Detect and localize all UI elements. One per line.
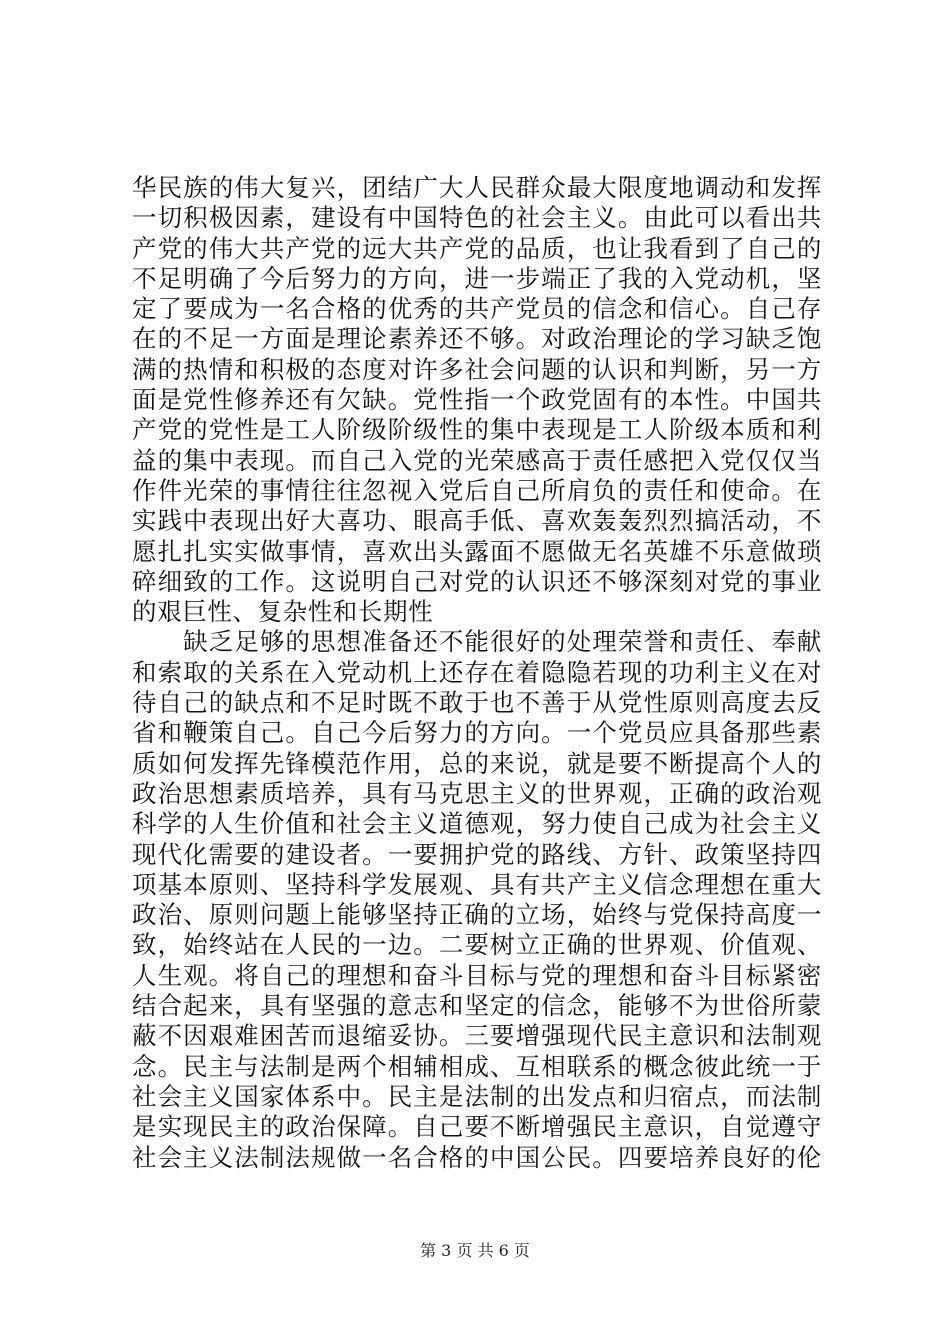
text-line: 益的集中表现。而自己入党的光荣感高于责任感把入党仅仅当 [132,445,822,475]
text-line: 政治、原则问题上能够坚持正确的立场，始终与党保持高度一 [132,900,822,930]
text-line: 待自己的缺点和不足时既不敢于也不善于从党性原则高度去反 [132,688,822,718]
text-line: 实践中表现出好大喜功、眼高手低、喜欢轰轰烈烈搞活动，不 [132,506,822,536]
text-line: 产党的伟大共产党的远大共产党的品质，也让我看到了自己的 [132,233,822,263]
text-line: 政治思想素质培养，具有马克思主义的世界观，正确的政治观 [132,778,822,808]
text-line: 项基本原则、坚持科学发展观、具有共产主义信念理想在重大 [132,869,822,899]
text-line: 满的热情和积极的态度对许多社会问题的认识和判断，另一方 [132,354,822,384]
text-line: 现代化需要的建设者。一要拥护党的路线、方针、政策坚持四 [132,839,822,869]
text-line: 一切积极因素，建设有中国特色的社会主义。由此可以看出共 [132,203,822,233]
text-line: 面是党性修养还有欠缺。党性指一个政党固有的本性。中国共 [132,385,822,415]
text-line: 和索取的关系在入党动机上还存在着隐隐若现的功利主义在对 [132,657,822,687]
text-line: 省和鞭策自己。自己今后努力的方向。一个党员应具备那些素 [132,718,822,748]
text-line: 在的不足一方面是理论素养还不够。对政治理论的学习缺乏饱 [132,324,822,354]
text-line: 社会主义国家体系中。民主是法制的出发点和归宿点，而法制 [132,1081,822,1111]
text-line: 不足明确了今后努力的方向，进一步端正了我的入党动机，坚 [132,263,822,293]
text-line: 科学的人生价值和社会主义道德观，努力使自己成为社会主义 [132,809,822,839]
text-line: 碎细致的工作。这说明自己对党的认识还不够深刻对党的事业 [132,566,822,596]
text-line: 作件光荣的事情往往忽视入党后自己所肩负的责任和使命。在 [132,475,822,505]
text-line: 社会主义法制法规做一名合格的中国公民。四要培养良好的伦 [132,1142,822,1172]
text-line: 念。民主与法制是两个相辅相成、互相联系的概念彼此统一于 [132,1051,822,1081]
body-text [132,173,822,1173]
text-line: 质如何发挥先锋模范作用，总的来说，就是要不断提高个人的 [132,748,822,778]
text-line: 定了要成为一名合格的优秀的共产党员的信念和信心。自己存 [132,294,822,324]
text-line: 致，始终站在人民的一边。二要树立正确的世界观、价值观、 [132,930,822,960]
text-line: 产党的党性是工人阶级阶级性的集中表现是工人阶级本质和利 [132,415,822,445]
paragraph-start-line: 缺乏足够的思想准备还不能很好的处理荣誉和责任、奉献 [132,627,822,657]
text-line: 愿扎扎实实做事情，喜欢出头露面不愿做无名英雄不乐意做琐 [132,536,822,566]
text-line: 结合起来，具有坚强的意志和坚定的信念，能够不为世俗所蒙 [132,991,822,1021]
text-line: 是实现民主的政治保障。自己要不断增强民主意识，自觉遵守 [132,1112,822,1142]
text-line: 华民族的伟大复兴，团结广大人民群众最大限度地调动和发挥 [132,173,822,202]
text-line: 蔽不因艰难困苦而退缩妥协。三要增强现代民主意识和法制观 [132,1021,822,1051]
text-line: 人生观。将自己的理想和奋斗目标与党的理想和奋斗目标紧密 [132,960,822,990]
page-footer [0,1241,950,1261]
paragraph-end-line: 的艰巨性、复杂性和长期性 [132,597,434,627]
page-number-label: 第 3 页 共 6 页 [420,1241,530,1260]
